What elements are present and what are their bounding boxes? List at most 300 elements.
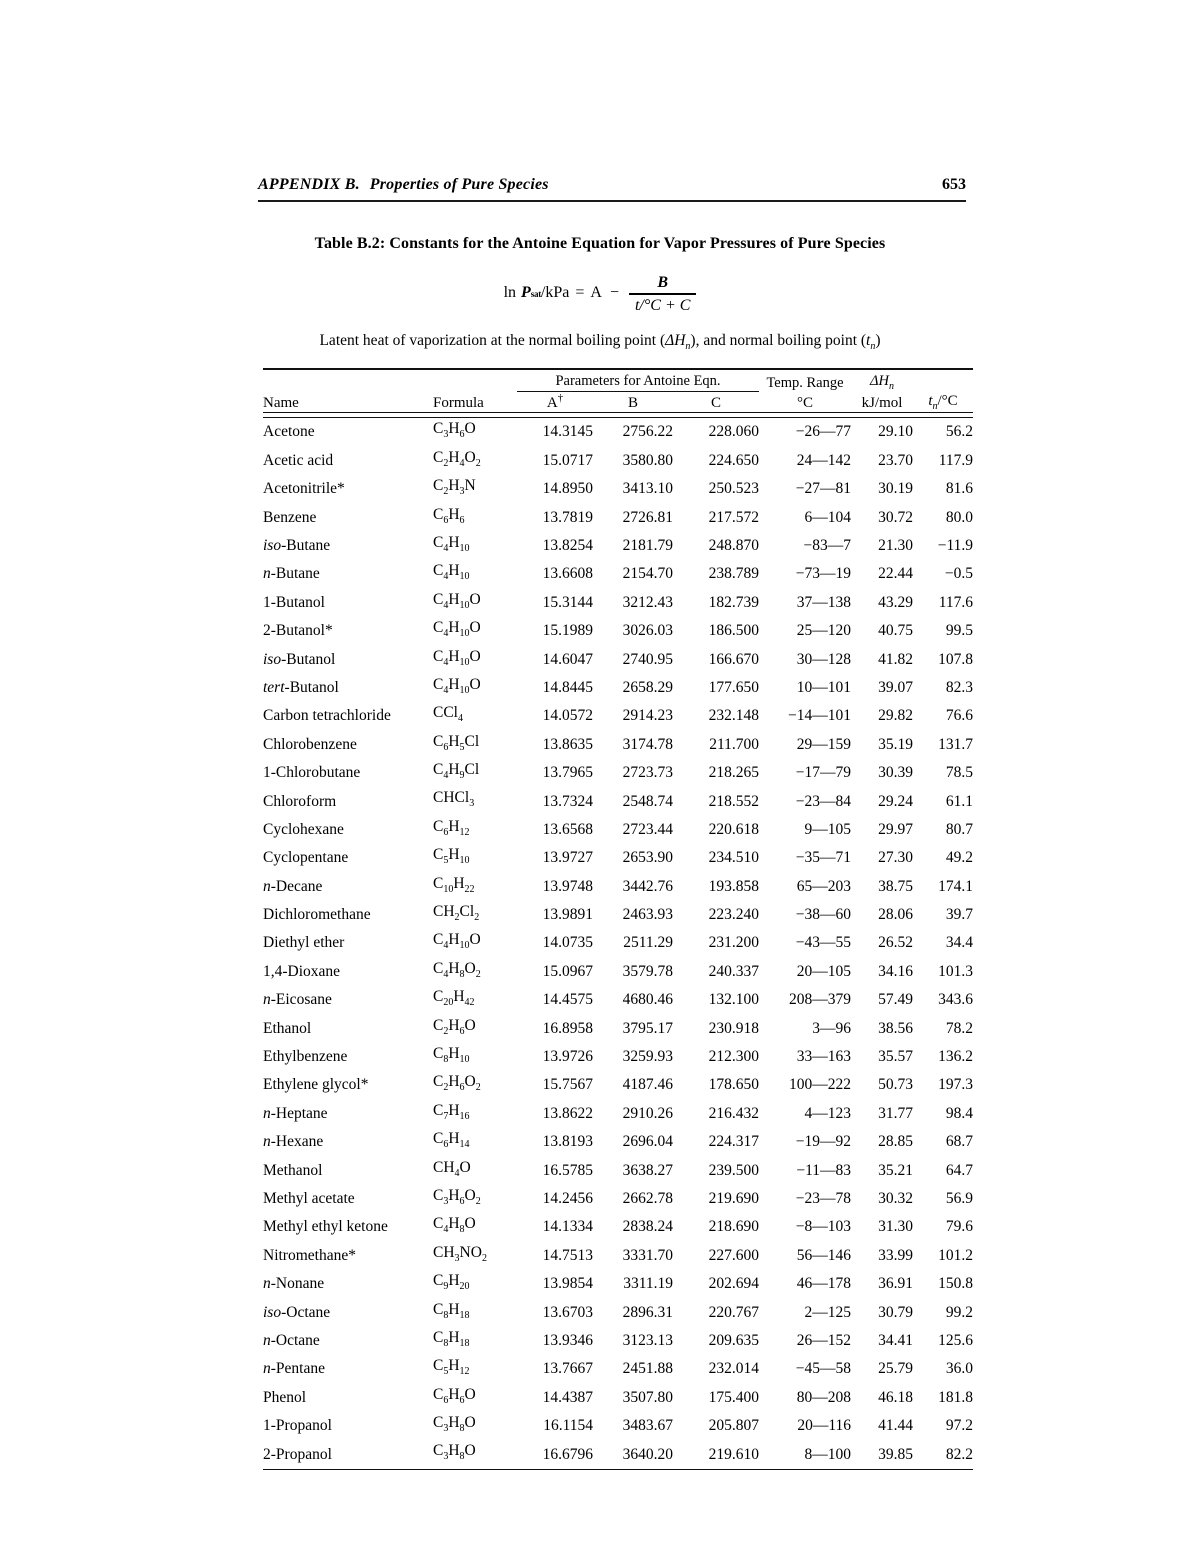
table-row <box>263 844 973 872</box>
cell-temp-range: −11—83 <box>796 1161 851 1179</box>
cell-formula: $C_8H_{18}$ <box>433 1328 470 1349</box>
table-row <box>263 1128 973 1156</box>
cell-temp-range: −23—84 <box>795 792 851 810</box>
cell-boiling-point: 181.8 <box>938 1388 973 1406</box>
table-row <box>263 759 973 787</box>
cell-name: Diethyl ether <box>263 934 345 952</box>
cell-delta-h: 39.85 <box>878 1445 913 1463</box>
cell-boiling-point: 39.7 <box>945 906 973 924</box>
cell-delta-h: 35.21 <box>878 1161 913 1179</box>
cell-delta-h: 30.39 <box>878 764 913 782</box>
cell-formula: $C_6H_{14}$ <box>433 1130 470 1151</box>
cell-constant-c: 182.739 <box>708 593 759 611</box>
table-row <box>263 1412 973 1440</box>
cell-constant-a: 13.9346 <box>542 1331 593 1349</box>
cell-delta-h: 41.82 <box>878 650 913 668</box>
cell-formula: $C_{20}H_{42}$ <box>433 988 475 1009</box>
cell-constant-b: 3795.17 <box>622 1019 673 1037</box>
cell-temp-range: 6—104 <box>804 508 851 526</box>
group-header-spacer-name <box>263 373 433 392</box>
table-row <box>263 1440 973 1469</box>
cell-constant-a: 13.6703 <box>542 1303 593 1321</box>
table-row <box>263 646 973 674</box>
cell-temp-range: 4—123 <box>804 1104 851 1122</box>
cell-name: Carbon tetrachloride <box>263 707 391 725</box>
cell-temp-range: −73—19 <box>795 565 851 583</box>
cell-boiling-point: 56.2 <box>945 423 973 441</box>
appendix-label: APPENDIX B. <box>258 176 360 193</box>
cell-constant-a: 14.0735 <box>542 934 593 952</box>
table-row <box>263 986 973 1014</box>
cell-constant-a: 14.4387 <box>542 1388 593 1406</box>
cell-constant-a: 13.6568 <box>542 820 593 838</box>
cell-constant-c: 232.148 <box>708 707 759 725</box>
cell-delta-h: 28.85 <box>878 1133 913 1151</box>
cell-delta-h: 30.72 <box>878 508 913 526</box>
cell-constant-c: 234.510 <box>708 849 759 867</box>
cell-boiling-point: 99.5 <box>945 622 973 640</box>
cell-constant-b: 3123.13 <box>622 1331 673 1349</box>
cell-name: n-Eicosane <box>263 991 332 1009</box>
cell-temp-range: 33—163 <box>796 1048 851 1066</box>
cell-constant-c: 224.650 <box>708 451 759 469</box>
cell-boiling-point: 343.6 <box>938 991 973 1009</box>
cell-constant-a: 13.9748 <box>542 877 593 895</box>
cell-constant-c: 238.789 <box>708 565 759 583</box>
table-row <box>263 1015 973 1043</box>
cell-constant-a: 14.2456 <box>542 1189 593 1207</box>
cell-delta-h: 40.75 <box>878 622 913 640</box>
table-row <box>263 617 973 645</box>
cell-constant-a: 15.7567 <box>542 1076 593 1094</box>
cell-constant-c: 248.870 <box>708 537 759 554</box>
cell-boiling-point: 81.6 <box>945 480 973 498</box>
cell-constant-c: 218.265 <box>708 764 759 782</box>
group-header-delta-h-sub: n <box>888 380 894 392</box>
cell-name: n-Nonane <box>263 1275 325 1293</box>
cell-constant-c: 220.618 <box>708 820 759 838</box>
table-row <box>263 1355 973 1383</box>
equation-left-side <box>504 284 623 302</box>
cell-boiling-point: 82.3 <box>945 678 973 696</box>
cell-name: n-Pentane <box>263 1360 325 1378</box>
cell-constant-b: 4680.46 <box>622 991 673 1009</box>
cell-temp-range: 8—100 <box>804 1445 851 1463</box>
cell-name: Chloroform <box>263 792 337 810</box>
cell-formula: $C_2H_3N$ <box>433 477 476 498</box>
table-row <box>263 560 973 588</box>
cell-constant-c: 231.200 <box>708 934 759 952</box>
col-header-tn <box>913 392 973 413</box>
cell-constant-b: 2662.78 <box>622 1189 673 1207</box>
cell-boiling-point: 36.0 <box>945 1360 973 1378</box>
cell-temp-range: −14—101 <box>788 707 851 725</box>
cell-delta-h: 25.79 <box>878 1360 913 1378</box>
cell-constant-c: 166.670 <box>708 650 759 668</box>
cell-boiling-point: −11.9 <box>937 537 973 554</box>
cell-constant-b: 2658.29 <box>622 678 673 696</box>
cell-constant-a: 13.7324 <box>542 792 593 810</box>
col-header-tn-sub: n <box>932 401 938 413</box>
group-header-spacer-tn <box>913 373 973 392</box>
cell-name: tert-Butanol <box>263 678 339 696</box>
cell-temp-range: −83—7 <box>803 537 851 554</box>
cell-constant-a: 13.6608 <box>542 565 593 583</box>
cell-temp-range: 24—142 <box>796 451 851 469</box>
cell-delta-h: 41.44 <box>878 1417 913 1435</box>
cell-name: Phenol <box>263 1388 307 1406</box>
cell-constant-a: 15.0967 <box>542 962 593 980</box>
cell-constant-a: 15.0717 <box>542 451 593 469</box>
cell-constant-c: 228.060 <box>708 423 759 441</box>
table-row <box>263 958 973 986</box>
appendix-title: Properties of Pure Species <box>369 176 549 193</box>
cell-constant-b: 2723.44 <box>622 820 673 838</box>
cell-delta-h: 26.52 <box>878 934 913 952</box>
cell-name: iso-Butanol <box>263 650 336 668</box>
cell-constant-a: 13.7667 <box>542 1360 593 1378</box>
cell-delta-h: 39.07 <box>878 678 913 696</box>
cell-constant-b: 3640.20 <box>622 1445 673 1463</box>
equation-a-term: A <box>590 283 602 301</box>
table-head <box>263 369 973 418</box>
cell-boiling-point: 78.2 <box>945 1019 973 1037</box>
page-number: 653 <box>942 176 966 193</box>
running-head-title <box>258 176 549 194</box>
cell-name: Cyclohexane <box>263 820 344 838</box>
cell-delta-h: 57.49 <box>878 991 913 1009</box>
cell-boiling-point: 61.1 <box>945 792 973 810</box>
caption-note-suffix: ) <box>875 332 881 349</box>
cell-delta-h: 30.79 <box>878 1303 913 1321</box>
cell-constant-a: 15.1989 <box>542 622 593 640</box>
cell-constant-a: 13.8254 <box>542 537 593 554</box>
cell-boiling-point: 117.6 <box>938 593 973 611</box>
cell-constant-c: 219.610 <box>708 1445 759 1463</box>
table-row <box>263 873 973 901</box>
cell-formula: CCl$_4$ <box>433 704 463 725</box>
cell-delta-h: 50.73 <box>878 1076 913 1094</box>
cell-temp-range: 56—146 <box>796 1246 851 1264</box>
cell-constant-a: 14.0572 <box>542 707 593 725</box>
cell-formula: $C_4H_8O$ <box>433 1215 476 1236</box>
cell-constant-b: 2910.26 <box>622 1104 673 1122</box>
table-row <box>263 816 973 844</box>
cell-constant-b: 3579.78 <box>622 962 673 980</box>
cell-temp-range: 208—379 <box>789 991 851 1009</box>
cell-formula: $C_6H_6O$ <box>433 1385 476 1406</box>
cell-formula: $C_4H_{10}O$ <box>433 675 481 696</box>
cell-constant-c: 250.523 <box>708 480 759 498</box>
cell-formula: $CH_4O$ <box>433 1158 471 1179</box>
cell-temp-range: 100—222 <box>789 1076 851 1094</box>
equation-minus: − <box>609 283 619 301</box>
cell-name: 2-Propanol <box>263 1445 332 1463</box>
cell-temp-range: −38—60 <box>795 906 851 924</box>
equation-equals: = <box>575 283 585 301</box>
cell-name: n-Butane <box>263 565 320 583</box>
cell-constant-a: 13.9726 <box>542 1048 593 1066</box>
table-row <box>263 1270 973 1298</box>
cell-boiling-point: 125.6 <box>938 1331 973 1349</box>
cell-formula: $C_3H_8O$ <box>433 1414 476 1435</box>
cell-constant-c: 175.400 <box>708 1388 759 1406</box>
cell-boiling-point: 49.2 <box>945 849 973 867</box>
cell-constant-a: 16.1154 <box>543 1417 593 1435</box>
cell-boiling-point: 76.6 <box>945 707 973 725</box>
col-header-a <box>517 392 593 413</box>
cell-constant-a: 13.8635 <box>542 735 593 753</box>
cell-temp-range: 65—203 <box>796 877 851 895</box>
cell-name: 1,4-Dioxane <box>263 962 341 980</box>
cell-constant-b: 3311.19 <box>623 1275 673 1293</box>
col-header-b: B <box>627 395 638 412</box>
cell-boiling-point: 79.6 <box>945 1218 973 1236</box>
cell-constant-a: 13.9854 <box>542 1275 593 1293</box>
table-row <box>263 1100 973 1128</box>
cell-constant-a: 13.8193 <box>542 1133 593 1151</box>
cell-constant-a: 13.7965 <box>542 764 593 782</box>
table-row <box>263 1242 973 1270</box>
cell-constant-b: 3259.93 <box>622 1048 673 1066</box>
cell-boiling-point: 117.9 <box>938 451 973 469</box>
cell-constant-b: 2838.24 <box>622 1218 673 1236</box>
cell-formula: $C_2H_6O_2$ <box>433 1073 481 1094</box>
cell-constant-a: 15.3144 <box>542 593 593 611</box>
cell-formula: $C_4H_{10}O$ <box>433 931 481 952</box>
group-header-spacer-formula <box>433 373 517 392</box>
cell-delta-h: 27.30 <box>878 849 913 867</box>
cell-constant-b: 2756.22 <box>622 423 673 441</box>
cell-name: Ethylene glycol* <box>263 1076 369 1094</box>
col-header-a-text: A <box>546 395 558 412</box>
cell-constant-a: 14.7513 <box>542 1246 593 1264</box>
cell-constant-c: 240.337 <box>708 962 759 980</box>
cell-name: Cyclopentane <box>263 849 349 867</box>
cell-name: iso-Octane <box>263 1303 331 1321</box>
table-row <box>263 1384 973 1412</box>
cell-name: 2-Butanol* <box>263 622 333 640</box>
equation-numerator: B <box>657 274 669 291</box>
group-header-delta-h-text: ΔH <box>870 373 889 389</box>
cell-delta-h: 28.06 <box>878 906 913 924</box>
cell-constant-c: 202.694 <box>708 1275 759 1293</box>
table-row <box>263 1071 973 1099</box>
running-head-rule <box>258 200 966 202</box>
table-row <box>263 418 973 447</box>
table-row <box>263 447 973 475</box>
cell-temp-range: 37—138 <box>796 593 851 611</box>
cell-boiling-point: 197.3 <box>938 1076 973 1094</box>
caption-note-prefix: Latent heat of vaporization at the normal boiling point ( <box>319 332 666 349</box>
cell-constant-b: 2696.04 <box>622 1133 673 1151</box>
cell-delta-h: 34.16 <box>878 962 913 980</box>
table-row <box>263 731 973 759</box>
cell-temp-range: 80—208 <box>796 1388 851 1406</box>
cell-name: Methanol <box>263 1161 323 1179</box>
cell-constant-a: 14.4575 <box>542 991 593 1009</box>
cell-name: n-Octane <box>263 1331 320 1349</box>
cell-constant-a: 14.6047 <box>542 650 593 668</box>
cell-constant-b: 2154.70 <box>622 565 673 583</box>
table-rule-bottom <box>263 1469 973 1473</box>
cell-delta-h: 30.32 <box>878 1189 913 1207</box>
table-row <box>263 589 973 617</box>
antoine-constants-table <box>263 368 973 1473</box>
cell-formula: $C_7H_{16}$ <box>433 1101 470 1122</box>
equation-ln: ln <box>503 283 517 301</box>
col-header-tn-suffix: /°C <box>937 393 958 410</box>
table-caption-note <box>0 332 1200 352</box>
cell-delta-h: 38.75 <box>878 877 913 895</box>
cell-temp-range: −27—81 <box>795 480 851 498</box>
cell-name: Methyl acetate <box>263 1189 355 1207</box>
caption-note-dh: ΔH <box>665 332 686 349</box>
cell-constant-a: 14.1334 <box>542 1218 593 1236</box>
cell-formula: $C_4H_{10}O$ <box>433 590 481 611</box>
table-column-header-row <box>263 392 973 413</box>
cell-temp-range: −35—71 <box>795 849 851 867</box>
cell-formula: $C_3H_6O_2$ <box>433 1186 481 1208</box>
cell-temp-range: 20—105 <box>796 962 851 980</box>
table-row <box>263 1213 973 1241</box>
group-header-temp-range: Temp. Range <box>766 374 844 391</box>
antoine-table-wrapper <box>263 368 973 1473</box>
cell-delta-h: 31.77 <box>878 1104 913 1122</box>
cell-boiling-point: 98.4 <box>945 1104 973 1122</box>
table-row <box>263 901 973 929</box>
caption-note-mid: ), and normal boiling point ( <box>690 332 867 349</box>
cell-boiling-point: 174.1 <box>938 877 973 895</box>
cell-delta-h: 29.24 <box>878 792 913 810</box>
cell-constant-c: 232.014 <box>708 1360 759 1378</box>
cell-delta-h: 33.99 <box>878 1246 913 1264</box>
table-row <box>263 1157 973 1185</box>
cell-temp-range: 30—128 <box>796 650 851 668</box>
cell-constant-c: 177.650 <box>708 678 759 696</box>
cell-delta-h: 29.82 <box>878 707 913 725</box>
cell-constant-a: 13.9727 <box>542 849 593 867</box>
caption-note-tn-sub: n <box>870 341 876 353</box>
cell-temp-range: 46—178 <box>796 1275 851 1293</box>
cell-formula: $C_4H_9Cl$ <box>433 761 480 782</box>
cell-constant-c: 220.767 <box>708 1303 759 1321</box>
cell-temp-range: −43—55 <box>795 934 851 952</box>
cell-formula: $CH_3NO_2$ <box>433 1243 487 1264</box>
cell-delta-h: 31.30 <box>878 1218 913 1236</box>
cell-constant-b: 2896.31 <box>622 1303 673 1321</box>
cell-constant-a: 16.8958 <box>542 1019 593 1037</box>
table-group-header-row <box>263 373 973 392</box>
cell-name: Ethanol <box>263 1019 312 1037</box>
cell-constant-b: 2723.73 <box>622 764 673 782</box>
cell-formula: $C_8H_{18}$ <box>433 1300 470 1321</box>
cell-boiling-point: 136.2 <box>938 1048 973 1066</box>
table-row <box>263 702 973 730</box>
cell-constant-b: 2653.90 <box>622 849 673 867</box>
cell-temp-range: 10—101 <box>796 678 851 696</box>
cell-formula: $C_2H_4O_2$ <box>433 448 481 469</box>
cell-constant-c: 219.690 <box>708 1189 759 1207</box>
cell-formula: $CH_2Cl_2$ <box>433 903 480 924</box>
cell-name: Chlorobenzene <box>263 735 357 753</box>
cell-boiling-point: 101.3 <box>938 962 973 980</box>
cell-formula: $C_4H_{10}O$ <box>433 647 481 668</box>
cell-constant-a: 14.8445 <box>542 678 593 696</box>
cell-temp-range: 25—120 <box>796 622 851 640</box>
cell-constant-a: 16.5785 <box>542 1161 593 1179</box>
cell-formula: $C_8H_{10}$ <box>433 1044 470 1066</box>
cell-constant-b: 2740.95 <box>622 650 673 668</box>
table-row <box>263 1299 973 1327</box>
cell-formula: $C_{10}H_{22}$ <box>433 874 475 895</box>
cell-name: Methyl ethyl ketone <box>263 1218 388 1236</box>
cell-formula: $C_6H_6$ <box>433 505 465 526</box>
cell-boiling-point: −0.5 <box>944 565 973 583</box>
cell-constant-c: 178.650 <box>708 1076 759 1094</box>
cell-delta-h: 29.10 <box>878 423 913 441</box>
cell-boiling-point: 64.7 <box>945 1161 973 1179</box>
cell-constant-a: 14.3145 <box>542 423 593 441</box>
cell-temp-range: −45—58 <box>795 1360 851 1378</box>
equation-denominator: t/°C + C <box>634 297 691 314</box>
group-header-delta-h <box>851 373 913 392</box>
cell-boiling-point: 101.2 <box>938 1246 973 1264</box>
cell-temp-range: 2—125 <box>804 1303 851 1321</box>
cell-delta-h: 38.56 <box>878 1019 913 1037</box>
cell-constant-b: 3507.80 <box>622 1388 673 1406</box>
cell-formula: $C_3H_8O$ <box>433 1442 476 1463</box>
cell-formula: $C_3H_6O$ <box>433 420 476 441</box>
cell-boiling-point: 107.8 <box>938 650 973 668</box>
cell-temp-range: −19—92 <box>795 1133 851 1151</box>
cell-boiling-point: 82.2 <box>945 1445 973 1463</box>
cell-formula: CHCl$_3$ <box>433 789 475 810</box>
cell-boiling-point: 80.0 <box>945 508 973 526</box>
cell-constant-b: 3331.70 <box>622 1246 673 1264</box>
col-header-tn-text: t <box>928 393 933 410</box>
cell-delta-h: 21.30 <box>878 537 913 554</box>
cell-delta-h: 30.19 <box>878 480 913 498</box>
cell-formula: $C_4H_{10}$ <box>433 562 470 583</box>
col-header-dh-units: kJ/mol <box>861 395 903 412</box>
cell-constant-a: 13.7819 <box>542 508 593 526</box>
cell-delta-h: 35.57 <box>878 1048 913 1066</box>
col-header-formula: Formula <box>433 395 484 412</box>
cell-formula: $C_6H_5Cl$ <box>433 732 480 753</box>
cell-constant-b: 2181.79 <box>622 537 673 554</box>
table-row <box>263 504 973 532</box>
equation-p-symbol: P <box>521 283 531 301</box>
table-row <box>263 929 973 957</box>
cell-constant-c: 230.918 <box>708 1019 759 1037</box>
cell-formula: $C_5H_{12}$ <box>433 1357 470 1378</box>
cell-boiling-point: 78.5 <box>945 764 973 782</box>
cell-name: iso-Butane <box>263 537 331 554</box>
cell-name: Acetone <box>263 423 315 441</box>
table-row <box>263 674 973 702</box>
cell-temp-range: 26—152 <box>796 1331 851 1349</box>
cell-constant-b: 3638.27 <box>622 1161 673 1179</box>
cell-constant-c: 212.300 <box>708 1048 759 1066</box>
cell-name: n-Decane <box>263 877 323 895</box>
cell-constant-c: 239.500 <box>708 1161 759 1179</box>
cell-name: Benzene <box>263 508 317 526</box>
cell-formula: $C_4H_{10}$ <box>433 533 470 555</box>
cell-constant-b: 2726.81 <box>622 508 673 526</box>
cell-delta-h: 29.97 <box>878 820 913 838</box>
cell-boiling-point: 68.7 <box>945 1133 973 1151</box>
